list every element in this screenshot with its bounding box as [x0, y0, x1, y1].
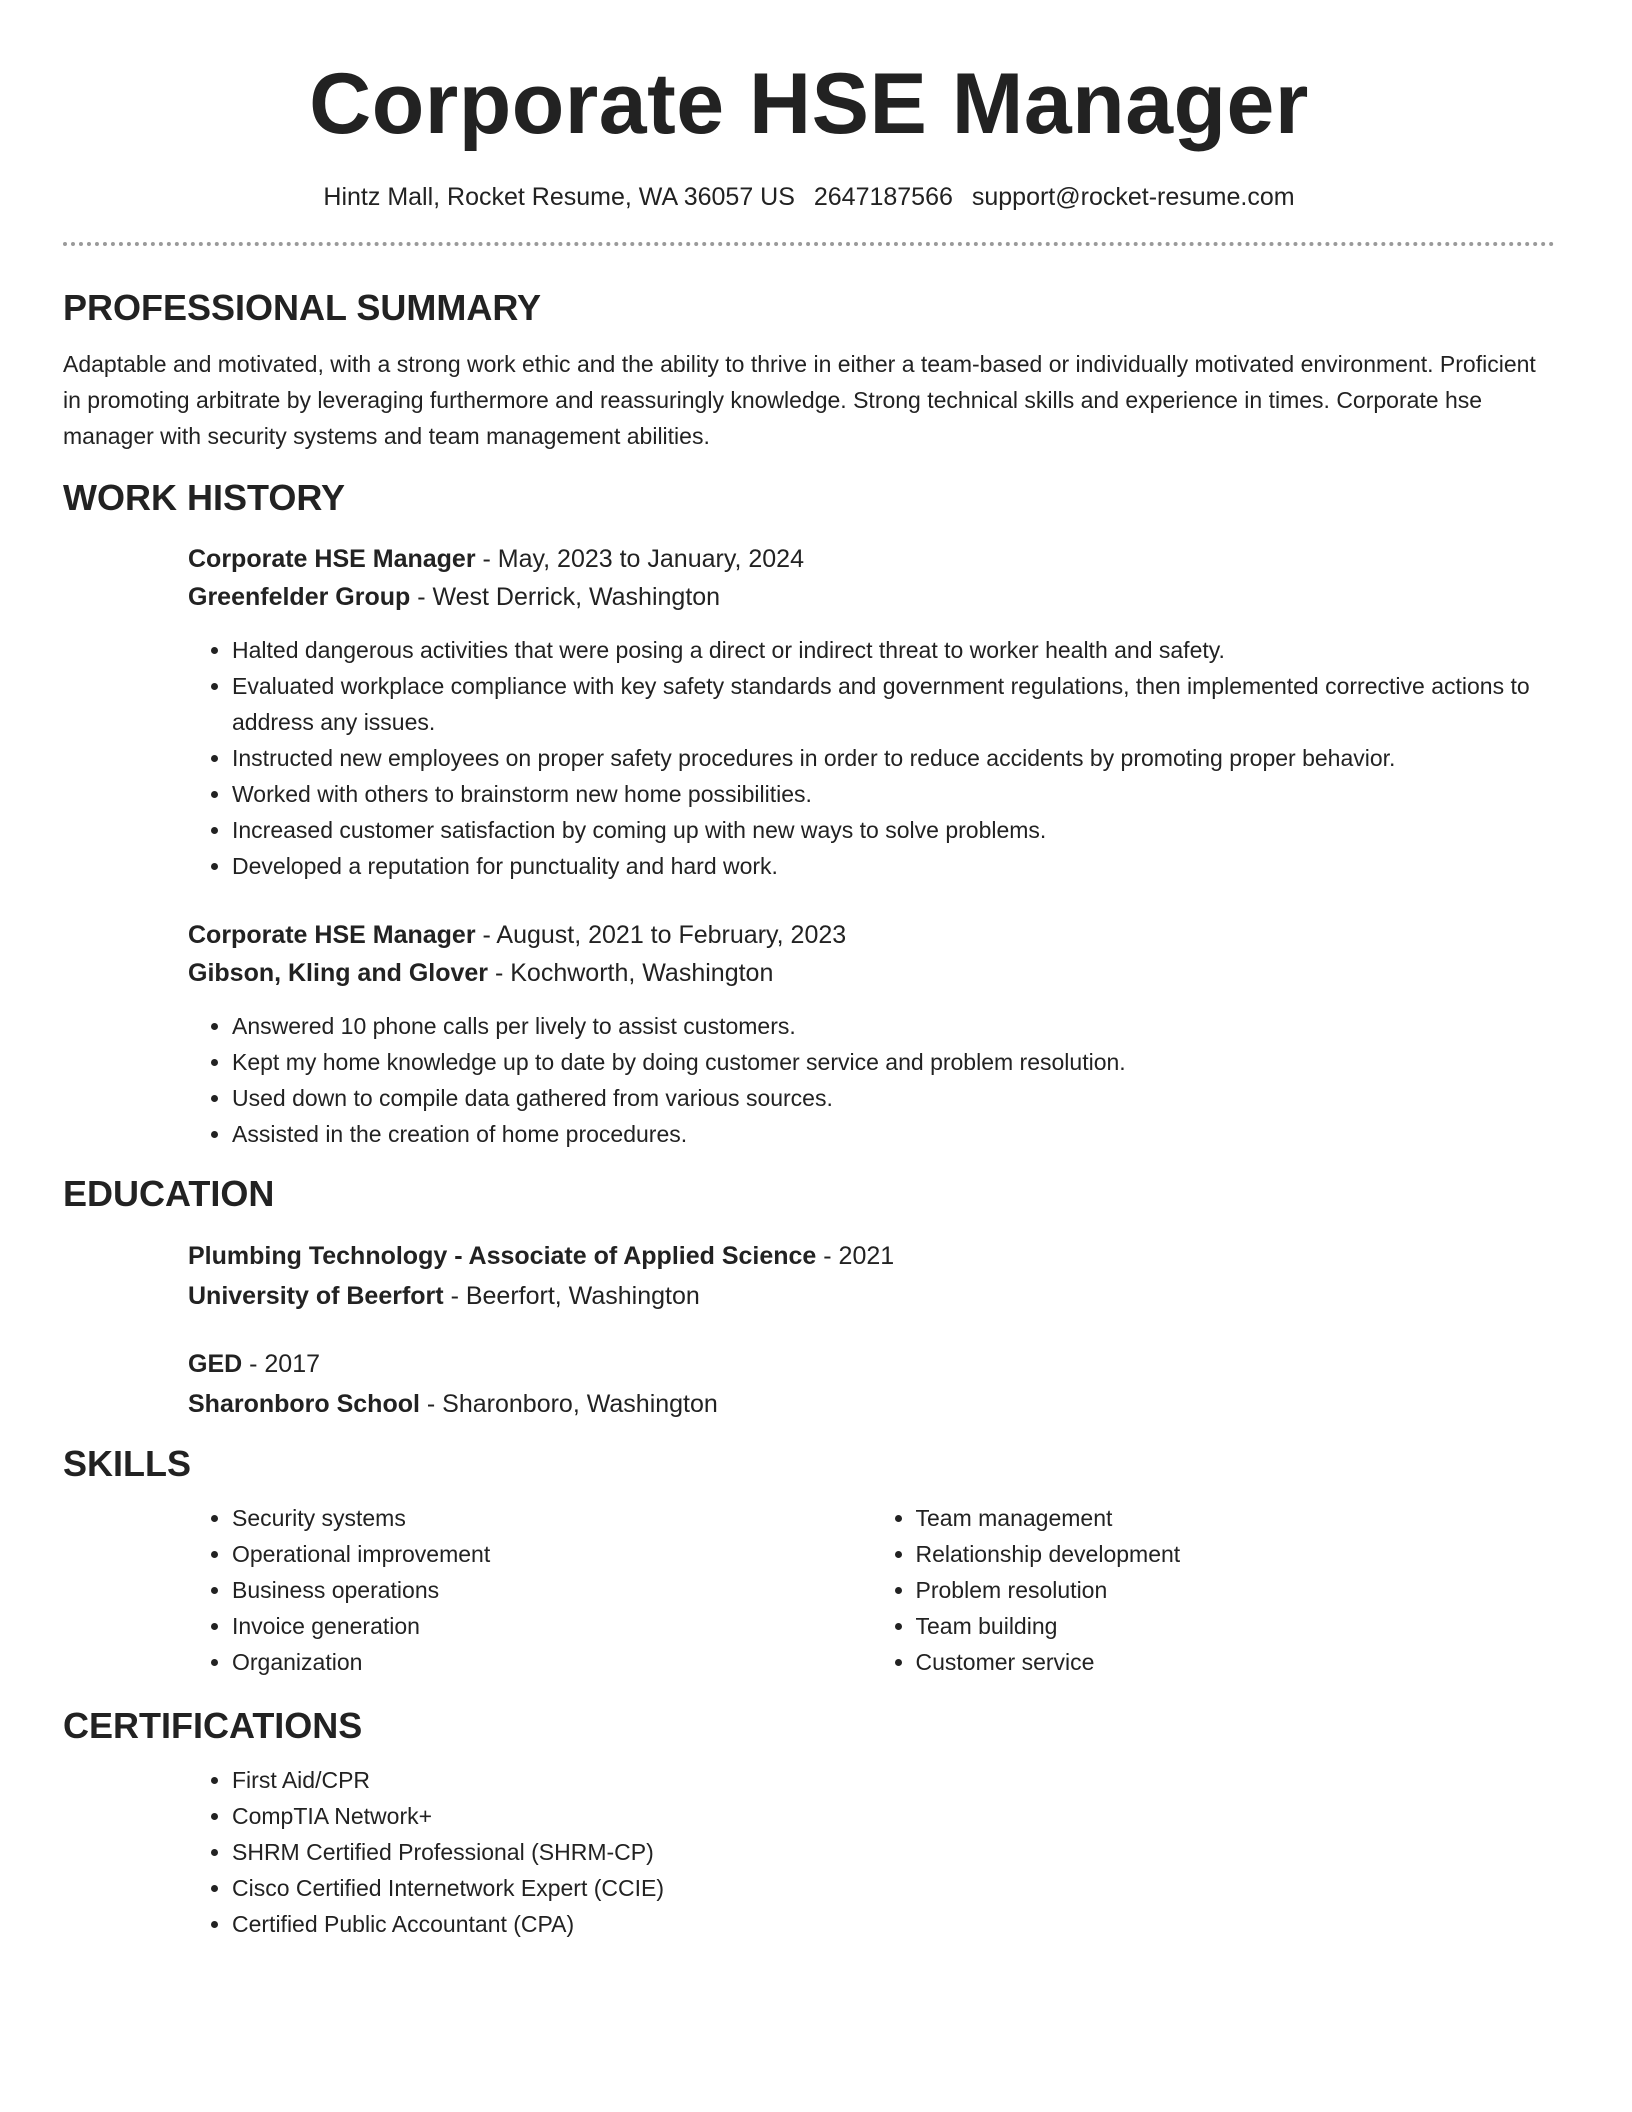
list-item: • Customer service: [916, 1644, 1556, 1680]
header-divider: [63, 242, 1555, 246]
list-item: • Team management: [916, 1500, 1556, 1536]
contact-line: [63, 180, 1555, 214]
certifications-heading: CERTIFICATIONS: [63, 1705, 363, 1746]
list-item: • Relationship development: [916, 1536, 1556, 1572]
list-item: • Answered 10 phone calls per lively to assist customers.: [232, 1008, 1555, 1044]
education-location: - Sharonboro, Washington: [419, 1390, 718, 1418]
list-item: • Worked with others to brainstorm new home possibilities.: [232, 776, 1555, 812]
education-degree-line: [188, 1236, 1555, 1276]
education-year: - 2017: [242, 1350, 321, 1378]
education-school-line: [188, 1384, 1555, 1424]
job-role: Corporate HSE Manager: [188, 545, 476, 573]
resume-name: Corporate HSE Manager: [309, 56, 1309, 152]
list-item: • Instructed new employees on proper safety procedures in order to reduce accidents by promoting proper behavior.: [232, 740, 1555, 776]
skills-list-left: [188, 1500, 872, 1680]
job-dates: - May, 2023 to January, 2024: [475, 545, 804, 573]
skills-list-right: [872, 1500, 1556, 1680]
education-location: - Beerfort, Washington: [443, 1282, 700, 1310]
list-item: • Developed a reputation for punctuality and hard work.: [232, 848, 1555, 884]
job-entry: [188, 916, 1555, 1152]
job-bullets: [188, 1008, 1555, 1152]
list-item: • Increased customer satisfaction by coming up with new ways to solve problems.: [232, 812, 1555, 848]
list-item: • Team building: [916, 1608, 1556, 1644]
certifications-block: [188, 1762, 1555, 1942]
list-item: • Security systems: [232, 1500, 872, 1536]
job-title-line: [188, 916, 1555, 954]
list-item: • First Aid/CPR: [232, 1762, 1555, 1798]
job-role: Corporate HSE Manager: [188, 921, 476, 949]
list-item: • Used down to compile data gathered from various sources.: [232, 1080, 1555, 1116]
list-item: • Business operations: [232, 1572, 872, 1608]
job-company: Gibson, Kling and Glover: [188, 959, 489, 987]
education-school-line: [188, 1276, 1555, 1316]
list-item: • Halted dangerous activities that were posing a direct or indirect threat to worker health and safety.: [232, 632, 1555, 668]
education-degree: Plumbing Technology - Associate of Applied Science: [188, 1242, 817, 1270]
list-item: • CompTIA Network+: [232, 1798, 1555, 1834]
education-year: - 2021: [816, 1242, 895, 1270]
job-location: - West Derrick, Washington: [410, 583, 721, 611]
job-entry: [188, 540, 1555, 884]
contact-phone: 2647187566: [813, 183, 953, 211]
list-item: • Certified Public Accountant (CPA): [232, 1906, 1555, 1942]
contact-address: Hintz Mall, Rocket Resume, WA 36057 US: [323, 183, 795, 211]
work-history-heading: WORK HISTORY: [63, 477, 346, 518]
skills-heading: SKILLS: [63, 1443, 192, 1484]
summary-heading: PROFESSIONAL SUMMARY: [63, 287, 542, 328]
list-item: • SHRM Certified Professional (SHRM-CP): [232, 1834, 1555, 1870]
job-dates: - August, 2021 to February, 2023: [475, 921, 847, 949]
list-item: • Kept my home knowledge up to date by doing customer service and problem resolution.: [232, 1044, 1555, 1080]
education-degree-line: [188, 1344, 1555, 1384]
job-company-line: [188, 954, 1555, 992]
skills-grid: [188, 1500, 1555, 1680]
education-entry: [188, 1236, 1555, 1316]
job-company-line: [188, 578, 1555, 616]
job-location: - Kochworth, Washington: [488, 959, 774, 987]
summary-text: Adaptable and motivated, with a strong work ethic and the ability to thrive in either a team-based or individually motivated environment. Proficient in promoting arbitrate by leveraging furthermore and reassuringly knowledge. Strong technical skills and experience in times. Corporate hse manager with security systems and team management abilities.: [63, 351, 1536, 449]
list-item: • Cisco Certified Internetwork Expert (CCIE): [232, 1870, 1555, 1906]
education-heading: EDUCATION: [63, 1173, 275, 1214]
education-degree: GED: [188, 1350, 243, 1378]
list-item: • Organization: [232, 1644, 872, 1680]
list-item: • Assisted in the creation of home procedures.: [232, 1116, 1555, 1152]
job-bullets: [188, 632, 1555, 884]
education-entry: [188, 1344, 1555, 1424]
list-item: • Operational improvement: [232, 1536, 872, 1572]
list-item: • Problem resolution: [916, 1572, 1556, 1608]
contact-email: support@rocket-resume.com: [971, 183, 1295, 211]
job-company: Greenfelder Group: [188, 583, 411, 611]
job-title-line: [188, 540, 1555, 578]
certifications-list: [188, 1762, 1555, 1942]
resume-page: [63, 0, 1555, 1942]
education-school: Sharonboro School: [188, 1390, 420, 1418]
list-item: • Evaluated workplace compliance with key safety standards and government regulations, then implemented corrective actions to address any issues.: [232, 668, 1555, 740]
list-item: • Invoice generation: [232, 1608, 872, 1644]
education-school: University of Beerfort: [188, 1282, 444, 1310]
